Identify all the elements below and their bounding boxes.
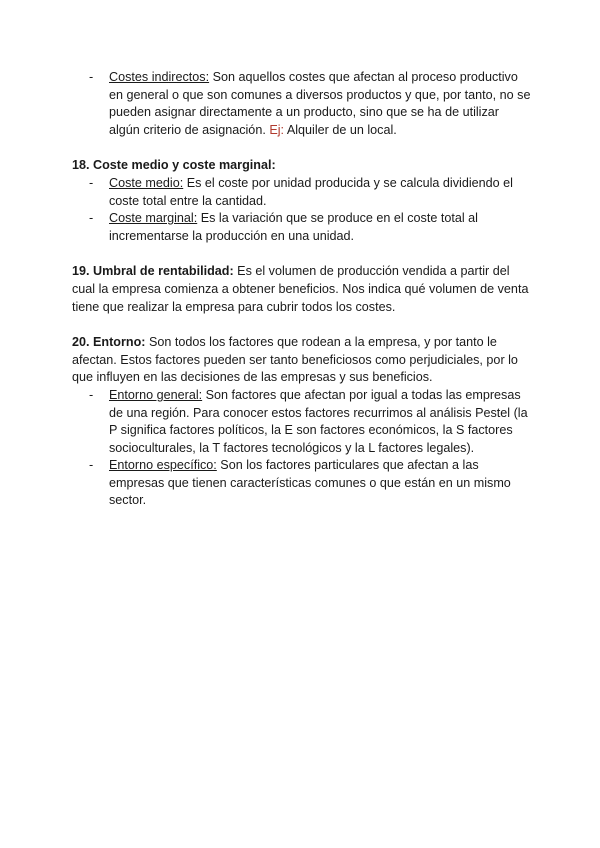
section-18 [72,157,532,245]
coste-medio-item [72,175,532,210]
entorno-general-term: Entorno general: [109,387,203,402]
section-19-heading: 19. Umbral de rentabilidad: [72,264,234,279]
section-18-heading: 18. Coste medio y coste marginal: [72,158,276,173]
coste-medio-text: Es el coste por unidad producida y se calcula dividiendo el coste total entre la cantidad. [109,175,513,208]
costes-indirectos-item [72,69,532,139]
example-label: Ej: [269,122,285,137]
bullet-dash: - [89,458,94,473]
section-18-list [72,175,532,245]
entorno-especifico-item [72,457,532,510]
section-20-paragraph [72,334,532,387]
document-page [72,69,532,510]
section-20-heading: 20. Entorno: [72,335,146,350]
coste-marginal-item [72,210,532,245]
bullet-dash: - [89,211,94,226]
section-19 [72,263,532,316]
section-20 [72,334,532,510]
section-19-paragraph [72,263,532,316]
entorno-especifico-term: Entorno específico: [109,458,217,473]
entorno-general-text: Son factores que afectan por igual a todas las empresas de una región. Para conocer estos factores recurrimos al análisis Pestel (la P significa factores políticos, la E son factores económicos, la S factores socioculturales, la T factores tecnológicos y la L factores legales). [109,387,528,455]
coste-marginal-term: Coste marginal: [109,211,198,226]
costes-indirectos-text: Son aquellos costes que afectan al proceso productivo en general o que son comunes a diversos productos y que, por tanto, no se pueden asignar directamente a un producto, sino que se ha de utilizar algún criterio de asignación. [109,70,531,137]
section-20-text: Son todos los factores que rodean a la empresa, y por tanto le afectan. Estos factores pueden ser tanto beneficiosos como perjudiciales, por lo que influyen en las decisiones de las empresas y sus beneficios. [72,335,518,385]
bullet-dash: - [89,175,94,190]
costes-indirectos-term: Costes indirectos: [109,70,210,84]
coste-marginal-text: Es la variación que se produce en el coste total al incrementarse la producción en una unidad. [109,211,478,243]
section-19-text: Es el volumen de producción vendida a partir del cual la empresa comienza a obtener beneficios. Nos indica qué volumen de venta tiene que realizar la empresa para cubrir todos los costes. [72,264,529,314]
entorno-especifico-text: Son los factores particulares que afectan a las empresas que tienen características comunes o que están en un mismo sector. [109,458,511,508]
bullet-dash: - [89,387,94,402]
section-20-list [72,387,532,510]
costes-indirectos-list [72,69,532,139]
example-text: Alquiler de un local. [284,122,397,137]
entorno-general-item [72,387,532,457]
bullet-dash: - [89,70,94,84]
coste-medio-term: Coste medio: [109,175,184,190]
